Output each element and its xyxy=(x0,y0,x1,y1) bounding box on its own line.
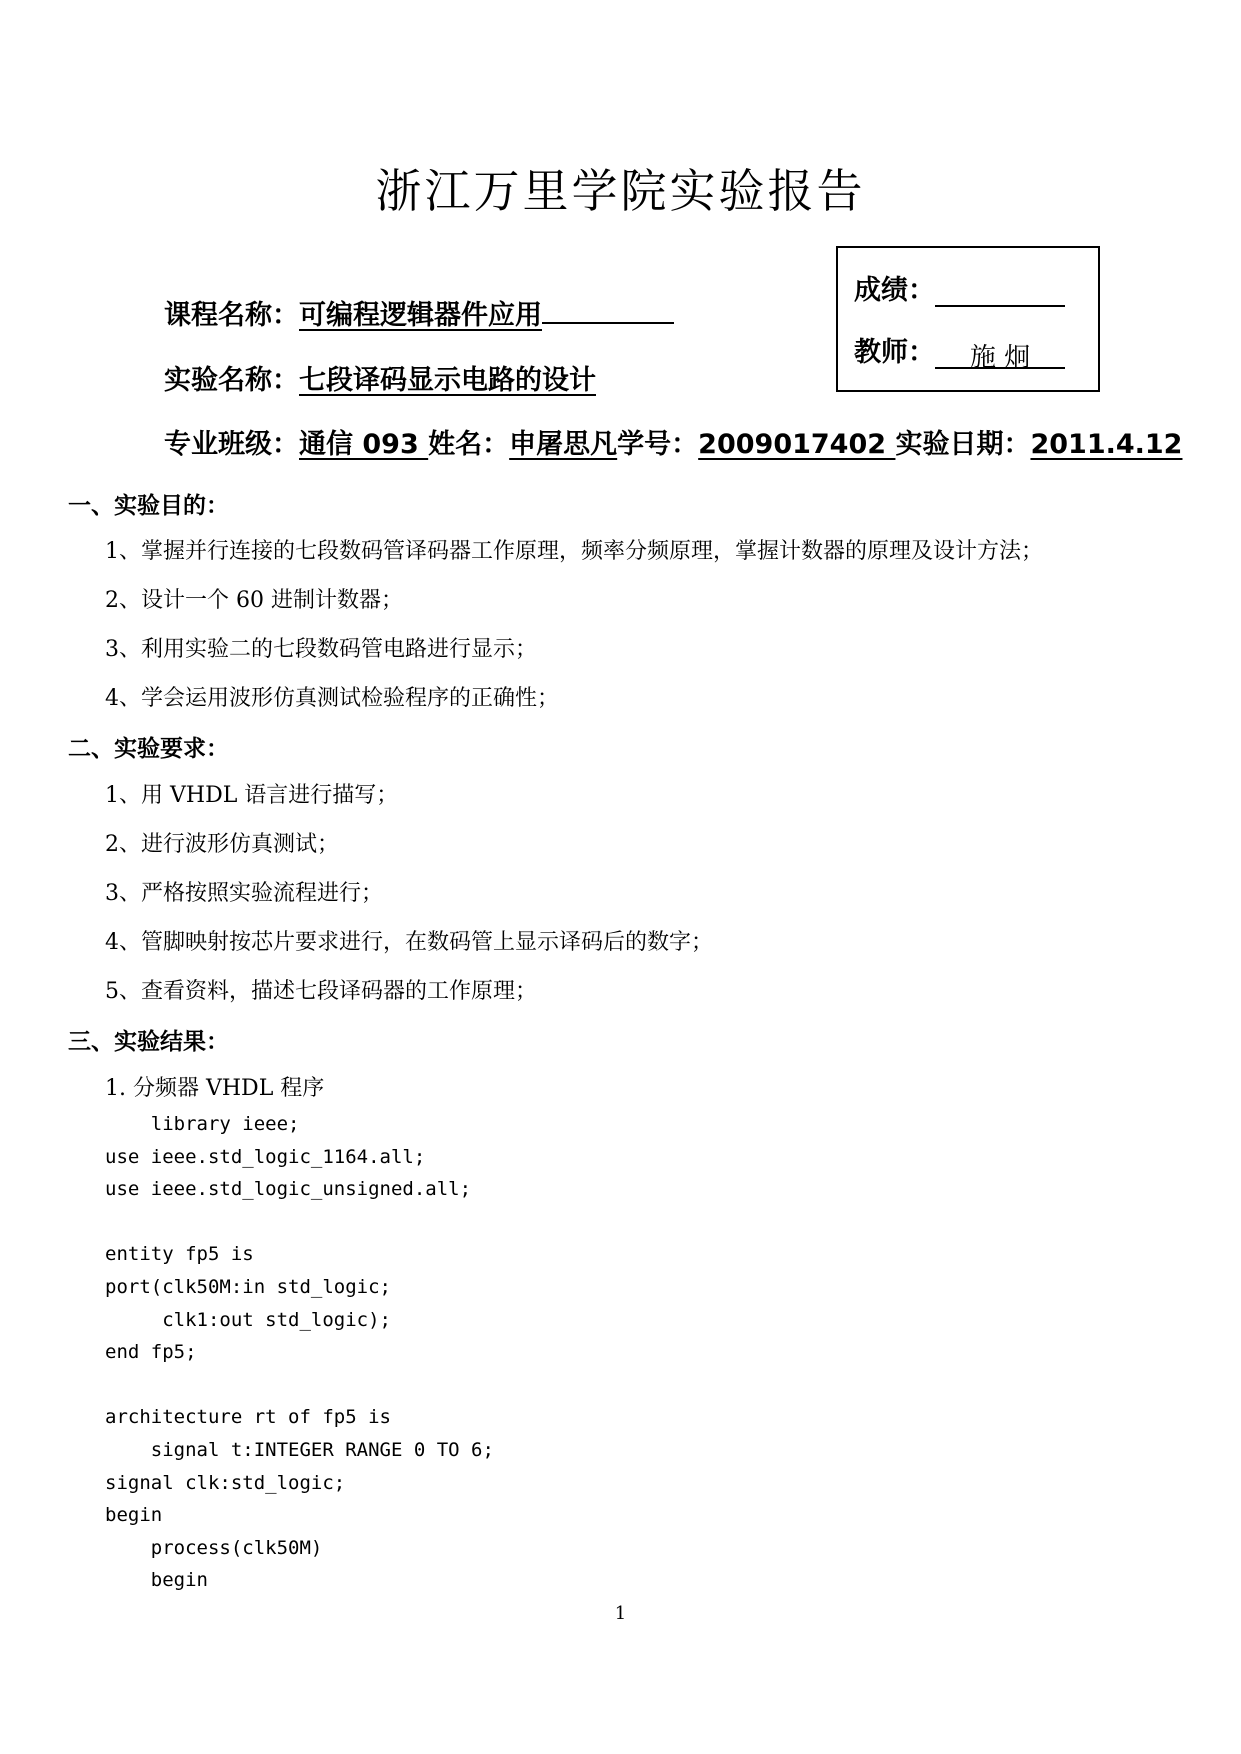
section-heading-requirements: 二、实验要求： xyxy=(68,736,229,762)
code-line: library ieee; xyxy=(105,1113,300,1135)
section-heading-results: 三、实验结果： xyxy=(68,1029,229,1055)
purpose-item: 3、利用实验二的七段数码管电路进行显示； xyxy=(105,637,537,662)
class-value: 通信 093 xyxy=(299,429,429,460)
code-line: signal t:INTEGER RANGE 0 TO 6; xyxy=(105,1438,494,1461)
purpose-item: 4、学会运用波形仿真测试检验程序的正确性； xyxy=(105,686,559,711)
code-line: clk1:out std_logic); xyxy=(105,1308,391,1331)
score-field xyxy=(935,275,1065,307)
score-row xyxy=(854,268,1065,307)
requirement-item: 2、进行波形仿真测试； xyxy=(105,832,339,857)
experiment-row xyxy=(164,358,596,397)
experiment-label: 实验名称： xyxy=(164,365,299,396)
code-line: port(clk50M:in std_logic; xyxy=(105,1275,391,1298)
date-value: 2011.4.12 xyxy=(1030,429,1183,460)
experiment-value: 七段译码显示电路的设计 xyxy=(299,365,596,396)
course-underline xyxy=(542,296,674,324)
requirement-item: 3、严格按照实验流程进行； xyxy=(105,881,383,906)
code-line xyxy=(105,1206,494,1239)
code-line: use ieee.std_logic_1164.all; xyxy=(105,1145,426,1168)
student-info-row xyxy=(164,422,1182,461)
teacher-row xyxy=(854,330,1065,373)
purpose-item: 2、设计一个 60 进制计数器； xyxy=(105,588,403,613)
code-line: entity fp5 is xyxy=(105,1243,254,1266)
teacher-label: 教师： xyxy=(854,337,935,368)
name-value: 申屠思凡 xyxy=(509,429,618,460)
page-number: 1 xyxy=(614,1603,627,1624)
grade-box xyxy=(836,246,1100,392)
course-value: 可编程逻辑器件应用 xyxy=(299,300,542,331)
class-label: 专业班级： xyxy=(164,429,299,460)
course-row xyxy=(164,293,674,332)
code-line: process(clk50M) xyxy=(105,1536,323,1559)
section-heading-purpose: 一、实验目的： xyxy=(68,493,229,519)
name-label: 姓名： xyxy=(428,429,510,460)
code-line: use ieee.std_logic_unsigned.all; xyxy=(105,1178,472,1201)
vhdl-code-block xyxy=(105,1108,494,1597)
purpose-item: 1、掌握并行连接的七段数码管译码器工作原理，频率分频原理，掌握计数器的原理及设计方法； xyxy=(105,539,1044,564)
id-label: 学号： xyxy=(617,429,699,460)
code-line: signal clk:std_logic; xyxy=(105,1471,346,1494)
code-line xyxy=(105,1369,494,1402)
document-title: 浙江万里学院实验报告 xyxy=(375,164,866,218)
teacher-field: 施 炯 xyxy=(935,337,1065,369)
code-line: end fp5; xyxy=(105,1341,197,1364)
code-line: architecture rt of fp5 is xyxy=(105,1406,391,1429)
date-label: 实验日期： xyxy=(895,429,1031,460)
score-label: 成绩： xyxy=(854,275,935,306)
code-line: begin xyxy=(105,1569,208,1592)
requirement-item: 4、管脚映射按芯片要求进行，在数码管上显示译码后的数字； xyxy=(105,930,713,955)
course-label: 课程名称： xyxy=(164,300,299,331)
results-subheading: 1. 分频器 VHDL 程序 xyxy=(105,1076,325,1101)
id-value: 2009017402 xyxy=(698,429,896,460)
requirement-item: 1、用 VHDL 语言进行描写； xyxy=(105,783,399,808)
code-line: begin xyxy=(105,1504,163,1527)
requirement-item: 5、查看资料，描述七段译码器的工作原理； xyxy=(105,979,537,1004)
